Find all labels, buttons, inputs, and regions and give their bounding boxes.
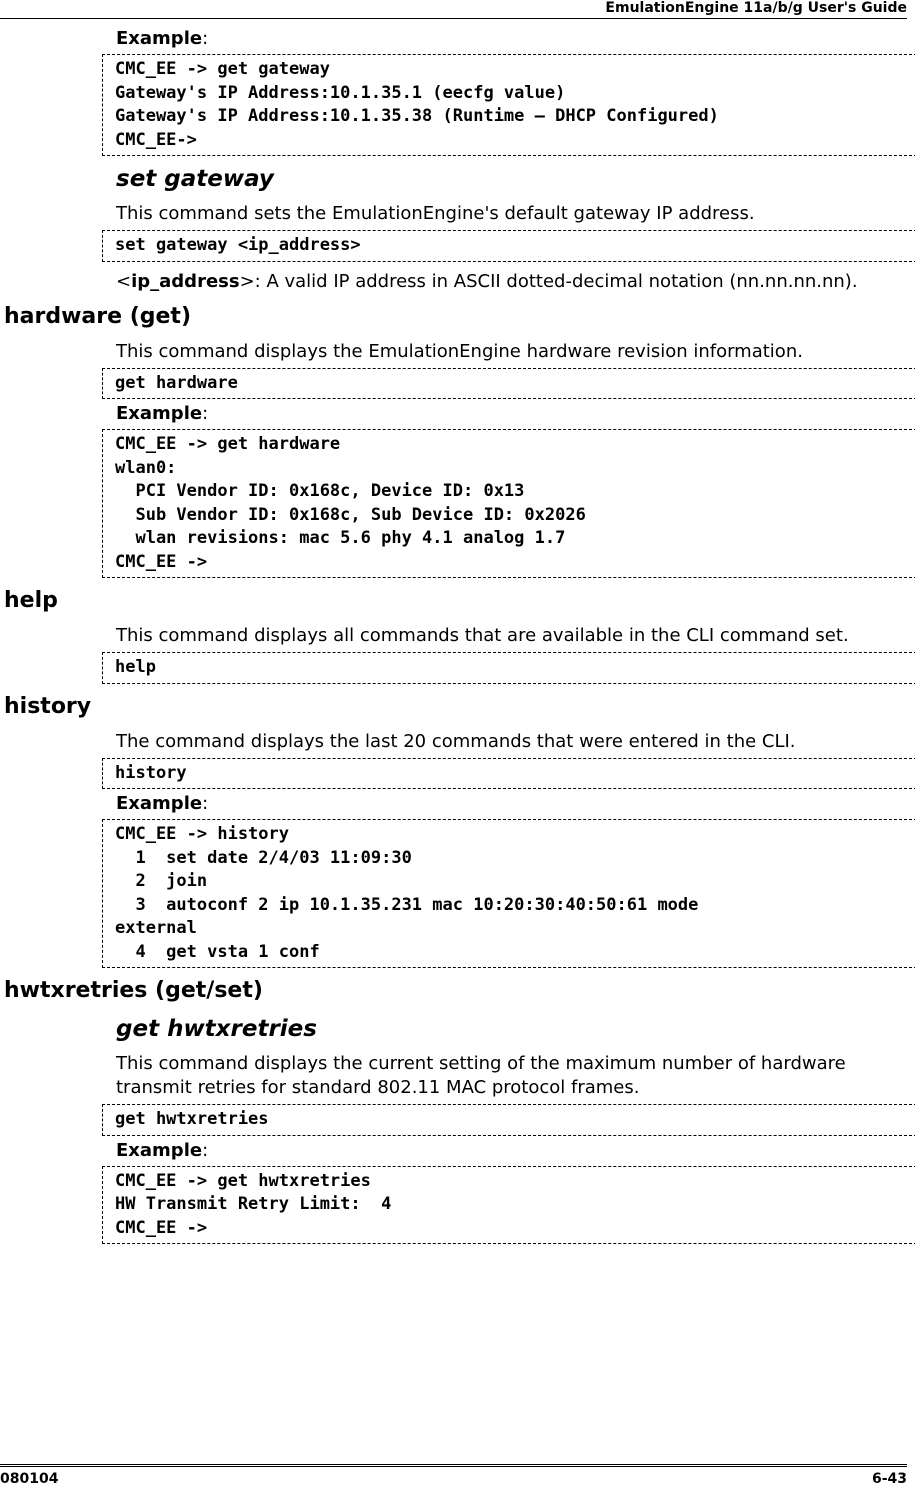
code-block-history-example: CMC_EE -> history 1 set date 2/4/03 11:09:30 2 join 3 autoconf 2 ip 10.1.35.231 mac 10:20:30:40:50:61 mode external 4 get vsta 1 conf	[102, 819, 915, 968]
code-block-hardware-syntax: get hardware	[102, 368, 915, 400]
example-label: Example:	[116, 1139, 209, 1161]
description-get-hwtxretries: This command displays the current setting of the maximum number of hardware transmit retries for standard 802.11 MAC protocol frames.	[116, 1053, 846, 1098]
section-heading-help: help	[4, 588, 58, 613]
section-heading-history: history	[4, 693, 92, 719]
page-footer	[0, 1464, 907, 1487]
code-block-set-gateway-syntax: set gateway <ip_address>	[102, 230, 915, 262]
example-label: Example:	[116, 403, 209, 424]
code-block-get-gateway-example: CMC_EE -> get gateway Gateway's IP Address:10.1.35.1 (eecfg value) Gateway's IP Address:10.1.35.38 (Runtime – DHCP Configured) CMC_EE->	[102, 54, 915, 156]
code-block-get-hwtxretries-syntax: get hwtxretries	[102, 1104, 915, 1136]
parameter-ip-address: <ip_address>: A valid IP address in ASCII dotted-decimal notation (nn.nn.nn.nn).	[116, 270, 858, 292]
code-block-hardware-example: CMC_EE -> get hardware wlan0: PCI Vendor ID: 0x168c, Device ID: 0x13 Sub Vendor ID: 0x168c, Sub Device ID: 0x2026 wlan revisions: mac 5.6 phy 4.1 analog 1.7 CMC_EE ->	[102, 429, 915, 578]
code-block-get-hwtxretries-example: CMC_EE -> get hwtxretries HW Transmit Retry Limit: 4 CMC_EE ->	[102, 1166, 915, 1245]
page-header	[0, 0, 907, 19]
example-label: Example:	[116, 28, 209, 49]
description-help: This command displays all commands that are available in the CLI command set.	[116, 625, 849, 646]
description-history: The command displays the last 20 commands that were entered in the CLI.	[116, 730, 796, 752]
description-set-gateway: This command sets the EmulationEngine's default gateway IP address.	[116, 203, 755, 224]
description-hardware: This command displays the EmulationEngine hardware revision information.	[116, 340, 803, 362]
section-heading-hardware: hardware (get)	[4, 303, 191, 329]
page-content	[0, 24, 915, 1244]
page-number: 6-43	[871, 1471, 907, 1487]
subheading-get-hwtxretries: get hwtxretries	[116, 1016, 317, 1042]
document-number: 080104	[0, 1471, 59, 1487]
example-label: Example:	[116, 793, 209, 814]
document-title: EmulationEngine 11a/b/g User's Guide	[605, 0, 907, 16]
code-block-history-syntax: history	[102, 758, 915, 790]
subheading-set-gateway: set gateway	[116, 166, 274, 192]
code-block-help-syntax: help	[102, 652, 915, 684]
section-heading-hwtxretries: hwtxretries (get/set)	[4, 978, 263, 1003]
